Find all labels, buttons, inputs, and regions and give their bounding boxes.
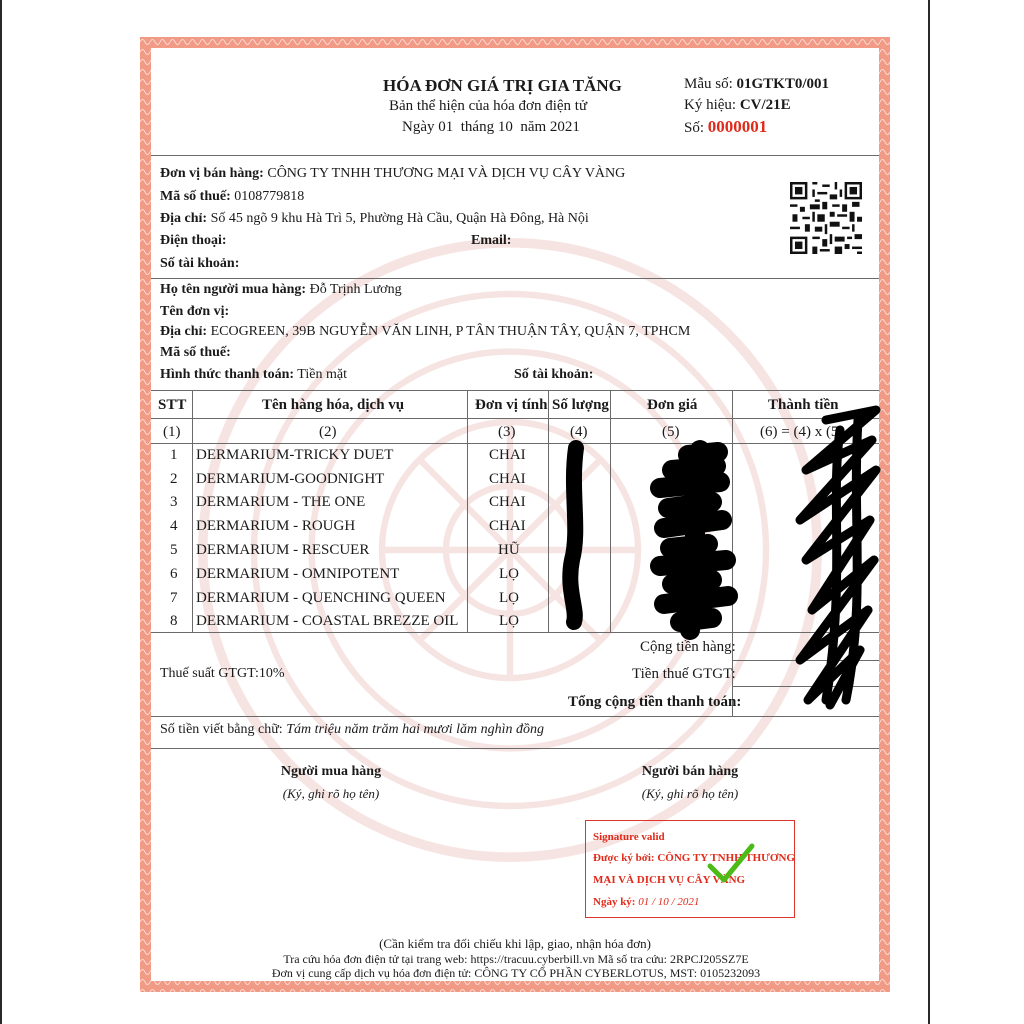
header-product: Tên hàng hóa, dịch vụ [262, 397, 405, 413]
subheader-6: (6) = (4) x (5) [760, 424, 844, 440]
vat-amount-label: Tiền thuế GTGT: [632, 666, 736, 682]
row-7-stt: 7 [170, 590, 178, 606]
row-4-stt: 4 [170, 518, 178, 534]
row-7-name: DERMARIUM - QUENCHING QUEEN [196, 590, 446, 606]
row-3-name: DERMARIUM - THE ONE [196, 494, 366, 510]
row-2-stt: 2 [170, 471, 178, 487]
invoice-number-value: 0000001 [707, 117, 768, 136]
row-4-name: DERMARIUM - ROUGH [196, 518, 356, 534]
seller-address-label: Địa chỉ: [160, 211, 208, 226]
seller-address-value: Số 45 ngõ 9 khu Hà Trì 5, Phường Hà Cầu, Quận Hà Đông, Hà Nội [210, 211, 589, 226]
subheader-5: (5) [662, 424, 680, 440]
row-4-unit: CHAI [489, 518, 526, 534]
row-8-name: DERMARIUM - COASTAL BREZZE OIL [196, 613, 459, 629]
header-amount: Thành tiền [768, 397, 839, 413]
date-month: 10 [497, 119, 513, 135]
seller-tax-label: Mã số thuế: [160, 189, 231, 204]
row-2-unit: CHAI [489, 471, 526, 487]
header-unit: Đơn vị tính [475, 397, 548, 413]
row-1-name: DERMARIUM-TRICKY DUET [196, 447, 394, 463]
signed-by-line2: MẠI VÀ DỊCH VỤ CÂY VÀNG [593, 874, 746, 886]
row-7-unit: LỌ [499, 590, 519, 606]
sign-date-value: 01 / 10 / 2021 [638, 896, 700, 908]
redaction-quantity [570, 448, 576, 622]
footer-provider: Đơn vị cung cấp dịch vụ hóa đơn điện tử: CÔNG TY CỔ PHẦN CYBERLOTUS, MST: 0105232093 [271, 966, 761, 980]
amount-in-words-value: Tám triệu năm trăm hai mươi lăm nghìn đồng [286, 722, 544, 737]
buyer-name-label: Họ tên người mua hàng: [160, 282, 307, 297]
buyer-account-label: Số tài khoản: [514, 367, 594, 382]
header-stt: STT [158, 397, 187, 413]
form-number-label: Mẫu số: [684, 76, 733, 92]
header-quantity: Số lượng [552, 397, 609, 413]
row-6-name: DERMARIUM - OMNIPOTENT [196, 566, 400, 582]
date-year-label: năm [520, 119, 547, 135]
form-number-value: 01GTKT0/001 [736, 76, 830, 92]
buyer-unit-label: Tên đơn vị: [160, 304, 230, 319]
row-3-stt: 3 [170, 494, 178, 510]
grand-total-label: Tổng cộng tiền thanh toán: [568, 694, 742, 710]
vat-rate-label: Thuế suất GTGT: [160, 666, 259, 681]
date-year: 2021 [549, 119, 580, 135]
row-3-unit: CHAI [489, 494, 526, 510]
seller-tax-value: 0108779818 [234, 189, 305, 204]
seller-sign-note: (Ký, ghi rõ họ tên) [641, 786, 739, 801]
payment-method-label: Hình thức thanh toán: [160, 367, 295, 382]
row-5-stt: 5 [170, 542, 178, 558]
invoice-number-label: Số: [684, 120, 705, 136]
subtotal-label: Cộng tiền hàng: [640, 639, 736, 655]
seller-sign-title: Người bán hàng [641, 764, 739, 779]
date-month-label: tháng [460, 119, 495, 135]
seller-phone-label: Điện thoại: [160, 233, 227, 248]
seller-email-label: Email: [471, 233, 512, 248]
signed-by-line1: CÔNG TY TNHH THƯƠNG [657, 852, 795, 864]
row-1-stt: 1 [170, 447, 178, 463]
seller-name-value: CÔNG TY TNHH THƯƠNG MẠI VÀ DỊCH VỤ CÂY VÀNG [267, 166, 626, 181]
signature-valid-text: Signature valid [593, 831, 665, 843]
invoice-title: HÓA ĐƠN GIÁ TRỊ GIA TĂNG [383, 76, 622, 95]
row-5-name: DERMARIUM - RESCUER [196, 542, 370, 558]
seller-account-label: Số tài khoản: [160, 256, 240, 271]
serial-symbol-label: Ký hiệu: [684, 97, 737, 113]
vat-rate-value: 10% [258, 666, 285, 681]
date-day: 01 [438, 119, 454, 135]
row-5-unit: HŨ [498, 542, 520, 558]
redaction-amount [800, 410, 876, 705]
serial-symbol-value: CV/21E [739, 97, 791, 113]
row-8-stt: 8 [170, 613, 178, 629]
invoice-subtitle: Bản thể hiện của hóa đơn điện tử [389, 98, 588, 114]
row-6-unit: LỌ [499, 566, 519, 582]
sign-date-label: Ngày ký: [593, 896, 636, 908]
buyer-name-value: Đỗ Trịnh Lương [309, 282, 402, 297]
date-day-label: Ngày [402, 119, 435, 135]
footer-lookup: Tra cứu hóa đơn điện tử tại trang web: https://tracuu.cyberbill.vn Mã số tra cứu: 2RPCJ205SZ7E [283, 952, 749, 966]
amount-in-words-label: Số tiền viết bằng chữ: [160, 722, 283, 737]
buyer-address-value: ECOGREEN, 39B NGUYỄN VĂN LINH, P TÂN THUẬN TÂY, QUẬN 7, TPHCM [210, 324, 691, 339]
payment-method-value: Tiền mặt [297, 367, 347, 382]
header-unit-price: Đơn giá [647, 397, 698, 413]
buyer-sign-title: Người mua hàng [280, 764, 382, 779]
buyer-sign-note: (Ký, ghi rõ họ tên) [282, 786, 380, 801]
row-1-unit: CHAI [489, 447, 526, 463]
row-2-name: DERMARIUM-GOODNIGHT [196, 471, 385, 487]
subheader-2: (2) [319, 424, 337, 440]
subheader-4: (4) [570, 424, 588, 440]
seller-name-label: Đơn vị bán hàng: [160, 166, 264, 181]
subheader-3: (3) [498, 424, 516, 440]
row-8-unit: LỌ [499, 613, 519, 629]
row-6-stt: 6 [170, 566, 178, 582]
footer-note: (Cần kiểm tra đối chiếu khi lập, giao, nhận hóa đơn) [379, 936, 651, 951]
subheader-1: (1) [163, 424, 181, 440]
signed-by-label: Được ký bởi: [593, 852, 655, 864]
buyer-address-label: Địa chỉ: [160, 324, 208, 339]
redaction-unit-price [660, 450, 728, 630]
buyer-tax-label: Mã số thuế: [160, 345, 231, 360]
